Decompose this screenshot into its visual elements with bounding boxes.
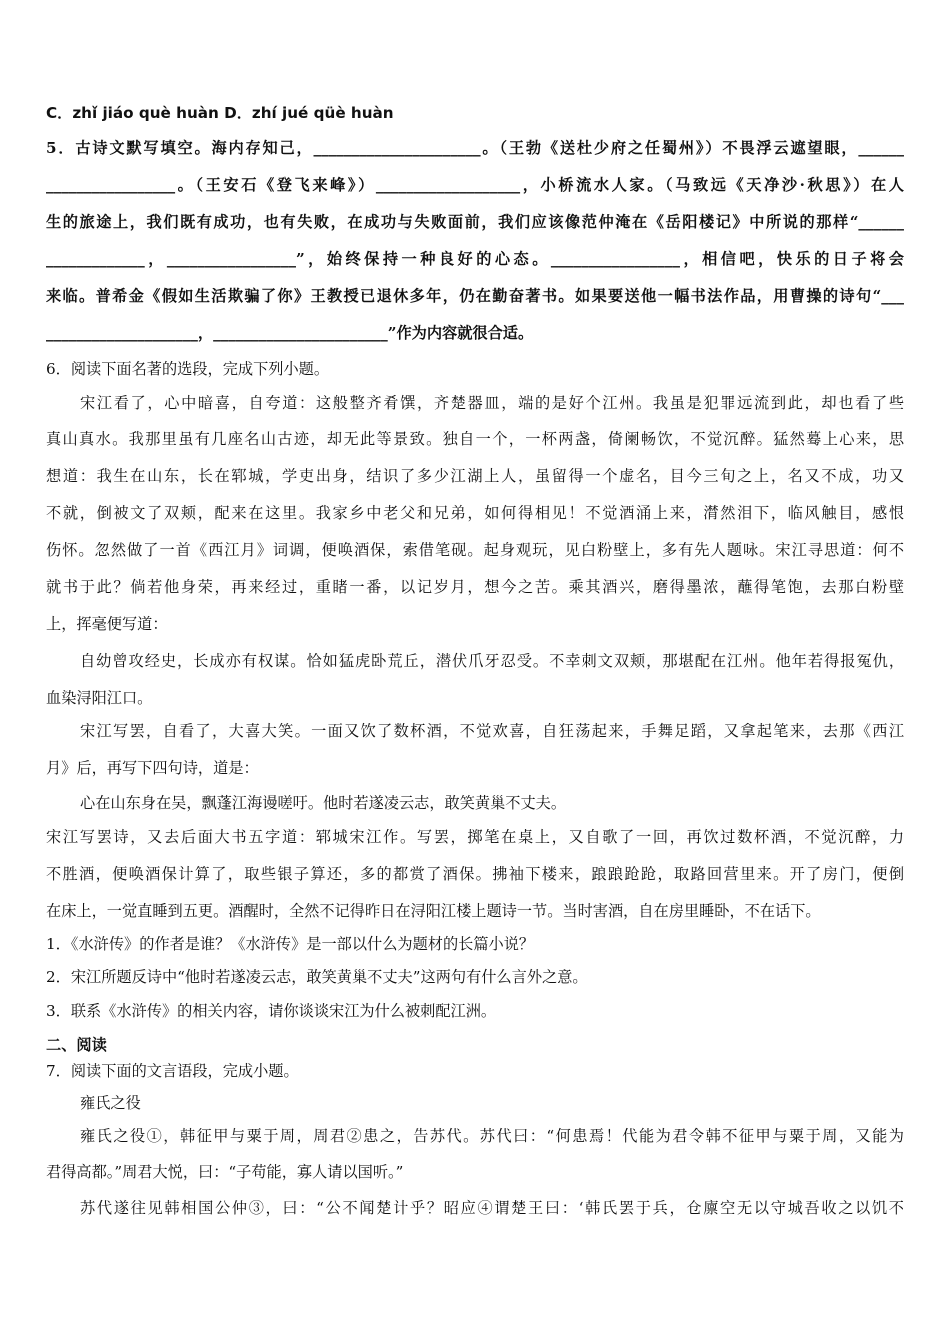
- q6-poem1-line: 血染浔阳江口。: [46, 689, 153, 707]
- q6-passage-line: 就书于此？倘若他身荣，再来经过，重睹一番，以记岁月，想今之苦。乘其酒兴，磨得墨浓，蘸得笔饱，去那白粉壁: [46, 578, 904, 596]
- q6-passage-line: 伤怀。忽然做了一首《西江月》词调，便唤酒保，索借笔砚。起身观玩，见白粉壁上，多有先人题咏。宋江寻思道：何不: [46, 541, 904, 559]
- q6-passage-line: 宋江看了，心中暗喜，自夸道：这般整齐肴馔，齐楚器皿，端的是好个江州。我虽是犯罪远流到此，却也看了些: [80, 394, 904, 412]
- q7-title: 雍氏之役: [80, 1094, 141, 1112]
- q6-question-1: 1．《水浒传》的作者是谁？《水浒传》是一部以什么为题材的长篇小说？: [46, 935, 535, 953]
- q6-after-poem-line: 宋江写罢，自看了，大喜大笑。一面又饮了数杯酒，不觉欢喜，自狂荡起来，手舞足蹈，又拿起笔来，去那《西江: [80, 722, 904, 740]
- q6-passage-line: 不就，倒被文了双颊，配来在这里。我家乡中老父和兄弟，如何得相见！不觉酒涌上来，潸然泪下，临风触目，感恨: [46, 504, 904, 522]
- q6-question-2: 2．宋江所题反诗中“他时若遂凌云志，敢笑黄巢不丈夫”这两句有什么言外之意。: [46, 968, 588, 986]
- q6-ending-line: 不胜酒，便唤酒保计算了，取些银子算还，多的都赏了酒保。拂袖下楼来，踉踉跄跄，取路回营里来。开了房门，便倒: [46, 865, 904, 883]
- section-heading-reading: 二、阅读: [46, 1036, 107, 1054]
- q6-after-poem-line: 月》后，再写下四句诗，道是：: [46, 759, 259, 777]
- q7-para1-line: 雍氏之役①，韩征甲与粟于周，周君②患之，告苏代。苏代曰：“何患焉！代能为君令韩不征甲与粟于周，又能为: [80, 1127, 904, 1145]
- q7-para1-line: 君得高都。”周君大悦，曰：“子苟能，寡人请以国听。”: [46, 1163, 404, 1181]
- q6-ending-line: 宋江写罢诗，又去后面大书五字道：郓城宋江作。写罢，掷笔在桌上，又自歌了一回，再饮过数杯酒，不觉沉醉，力: [46, 828, 904, 846]
- q5-line: 生的旅途上，我们既有成功，也有失败，在成功与失败面前，我们应该像范仲淹在《岳阳楼记》中所说的那样“______: [46, 213, 904, 231]
- q6-intro: 6．阅读下面名著的选段，完成下列小题。: [46, 360, 330, 378]
- q6-poem1-line: 自幼曾攻经史，长成亦有权谋。恰如猛虎卧荒丘，潜伏爪牙忍受。不幸刺文双颊，那堪配在江州。他年若得报冤仇，: [80, 652, 904, 670]
- q6-ending-line: 在床上，一觉直睡到五更。酒醒时，全然不记得昨日在浔阳江楼上题诗一节。当时害酒，自在房里睡卧，不在话下。: [46, 902, 821, 920]
- q5-line: 5．古诗文默写填空。海内存知己，______________________。（王勃《送杜少府之任蜀州》）不畏浮云遮望眼，______: [46, 139, 904, 157]
- q6-passage-line: 想道：我生在山东，长在郓城，学吏出身，结识了多少江湖上人，虽留得一个虚名，目今三旬之上，名又不成，功又: [46, 467, 904, 485]
- q7-para2-line: 苏代遂往见韩相国公仲③，曰：“公不闻楚计乎？昭应④谓楚王曰：‘韩氏罢于兵，仓廪空无以守城吾收之以饥不: [80, 1199, 904, 1217]
- q5-line: ____________________，_______________________”作为内容就很合适。: [46, 324, 534, 342]
- q6-poem2: 心在山东身在吴，飘蓬江海谩嗟吁。他时若遂凌云志，敢笑黄巢不丈夫。: [80, 794, 566, 812]
- q7-intro: 7．阅读下面的文言语段，完成小题。: [46, 1062, 299, 1080]
- q6-passage-line: 真山真水。我那里虽有几座名山古迹，却无此等景致。独自一个，一杯两盏，倚阑畅饮，不觉沉醉。猛然蓦上心来，思: [46, 430, 904, 448]
- q5-line: 来临。普希金《假如生活欺骗了你》王教授已退休多年，仍在勤奋著书。如果要送他一幅书法作品，用曹操的诗句“___: [46, 287, 904, 305]
- q5-line: _________________。（王安石《登飞来峰》）___________________，小桥流水人家。（马致远《天净沙·秋思》）在人: [46, 176, 904, 194]
- q6-question-3: 3．联系《水浒传》的相关内容，请你谈谈宋江为什么被刺配江洲。: [46, 1002, 497, 1020]
- q5-line: _____________，_________________”，始终保持一种良好的心态。_________________，相信吧，快乐的日子将会: [46, 250, 904, 268]
- q4-options-cd: C．zhǐ jiáo què huàn D．zhí jué qüè huàn: [46, 104, 394, 122]
- q6-passage-line: 上，挥毫便写道：: [46, 615, 168, 633]
